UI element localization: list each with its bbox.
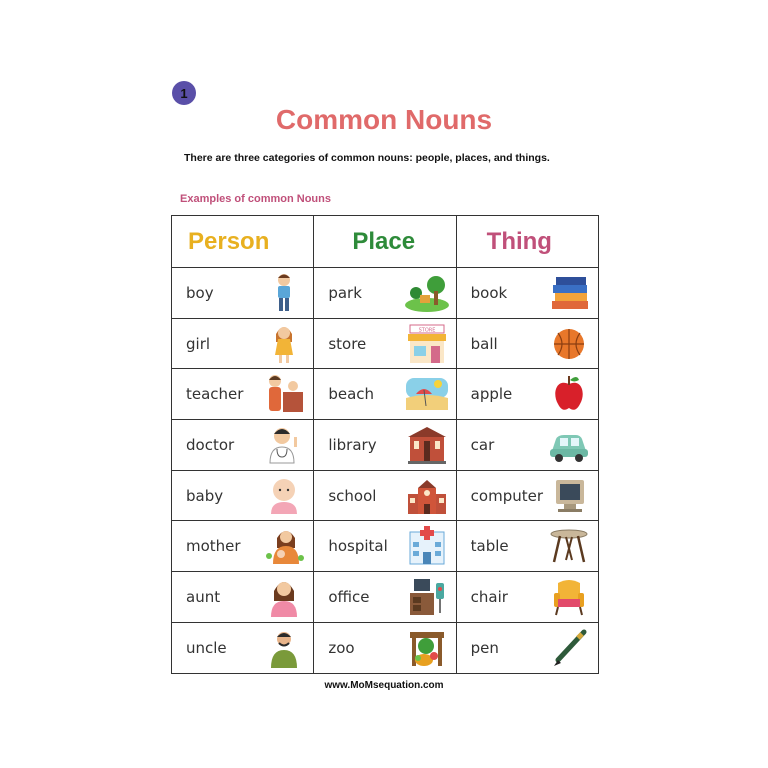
- boy-icon: [261, 271, 307, 315]
- noun-word: table: [470, 537, 509, 556]
- cell-place: [314, 572, 456, 623]
- table-row: [172, 268, 599, 319]
- cell-person: [172, 521, 314, 572]
- intro-text: There are three categories of common nouns: people, places, and things.: [184, 152, 550, 164]
- cell-person: [172, 369, 314, 420]
- footer-url: www.MoMsequation.com: [324, 680, 444, 691]
- cell-place: [314, 318, 456, 369]
- noun-word: mother: [186, 537, 241, 556]
- beach-icon: [404, 372, 450, 416]
- cell-person: [172, 268, 314, 319]
- cell-place: [314, 420, 456, 471]
- cell-person: [172, 470, 314, 521]
- table-row: [172, 420, 599, 471]
- noun-word: store: [328, 334, 367, 353]
- zoo-icon: [404, 626, 450, 670]
- cell-thing: [456, 318, 598, 369]
- noun-word: boy: [186, 283, 214, 302]
- library-icon: [404, 423, 450, 467]
- cell-thing: [456, 369, 598, 420]
- noun-word: pen: [470, 638, 499, 657]
- noun-word: hospital: [328, 537, 388, 556]
- table-icon: [546, 524, 592, 568]
- noun-word: book: [470, 283, 508, 302]
- noun-word: aunt: [186, 587, 221, 606]
- cell-place: [314, 521, 456, 572]
- header-place: Place: [314, 216, 456, 268]
- noun-word: teacher: [186, 385, 244, 404]
- page-number-badge: 1: [172, 81, 196, 105]
- cell-person: [172, 622, 314, 673]
- noun-word: girl: [186, 334, 211, 353]
- noun-word: ball: [470, 334, 498, 353]
- noun-word: school: [328, 486, 377, 505]
- table-row: [172, 572, 599, 623]
- apple-icon: [546, 372, 592, 416]
- cell-place: [314, 622, 456, 673]
- park-icon: [404, 271, 450, 315]
- noun-word: apple: [470, 385, 513, 404]
- mother-icon: [261, 524, 307, 568]
- baby-icon: [261, 474, 307, 518]
- cell-person: [172, 420, 314, 471]
- teacher-icon: [261, 372, 307, 416]
- noun-word: beach: [328, 385, 375, 404]
- book-icon: [546, 271, 592, 315]
- cell-thing: [456, 268, 598, 319]
- header-person: Person: [172, 216, 314, 268]
- header-row: [172, 216, 599, 268]
- header-thing: Thing: [456, 216, 598, 268]
- aunt-icon: [261, 575, 307, 619]
- noun-word: doctor: [186, 435, 235, 454]
- cell-place: [314, 369, 456, 420]
- noun-word: park: [328, 283, 362, 302]
- girl-icon: [261, 322, 307, 366]
- cell-person: [172, 318, 314, 369]
- school-icon: [404, 474, 450, 518]
- table-row: [172, 622, 599, 673]
- noun-word: chair: [470, 587, 508, 606]
- cell-place: [314, 268, 456, 319]
- cell-thing: [456, 470, 598, 521]
- noun-word: zoo: [328, 638, 355, 657]
- noun-word: computer: [470, 486, 543, 505]
- cell-thing: [456, 572, 598, 623]
- ball-icon: [546, 322, 592, 366]
- pen-icon: [546, 626, 592, 670]
- table-row: [172, 369, 599, 420]
- noun-word: office: [328, 587, 370, 606]
- examples-label: Examples of common Nouns: [180, 193, 331, 205]
- table-row: [172, 470, 599, 521]
- noun-word: library: [328, 435, 377, 454]
- chair-icon: [546, 575, 592, 619]
- cell-thing: [456, 622, 598, 673]
- cell-thing: [456, 521, 598, 572]
- car-icon: [546, 423, 592, 467]
- cell-person: [172, 572, 314, 623]
- cell-thing: [456, 420, 598, 471]
- uncle-icon: [261, 626, 307, 670]
- page-title: Common Nouns: [275, 104, 493, 135]
- hospital-icon: [404, 524, 450, 568]
- noun-word: car: [470, 435, 495, 454]
- table-row: [172, 318, 599, 369]
- store-sign-text: STORE: [418, 327, 436, 334]
- noun-word: baby: [186, 486, 224, 505]
- noun-table: [171, 215, 599, 674]
- cell-place: [314, 470, 456, 521]
- table-row: [172, 521, 599, 572]
- office-icon: [404, 575, 450, 619]
- computer-icon: [546, 474, 592, 518]
- store-icon: [404, 322, 450, 366]
- noun-word: uncle: [186, 638, 227, 657]
- doctor-icon: [261, 423, 307, 467]
